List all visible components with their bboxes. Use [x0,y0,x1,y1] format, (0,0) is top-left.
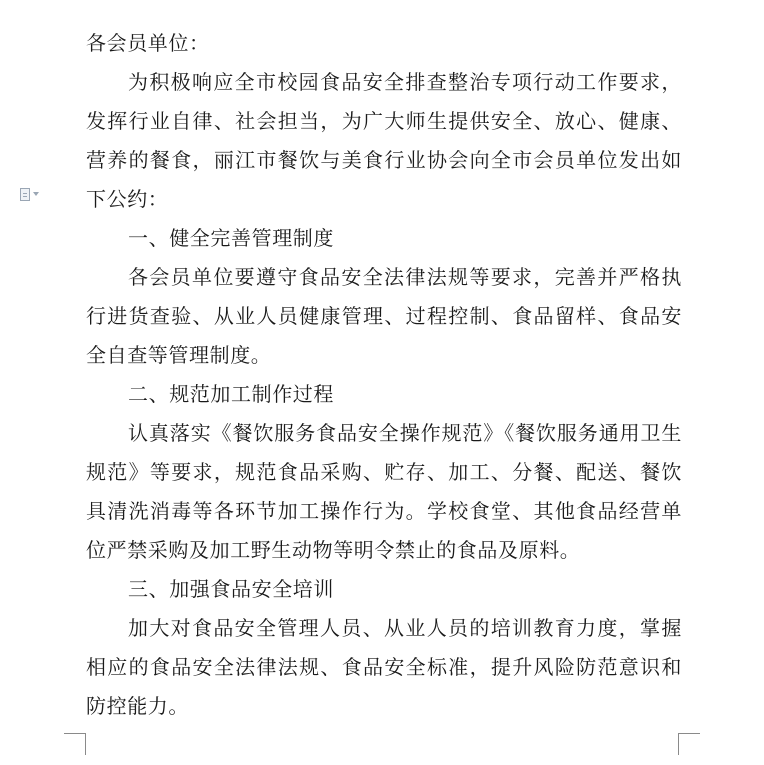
document-body [86,24,682,726]
chevron-down-icon [33,192,39,196]
section-body-3: 加大对食品安全管理人员、从业人员的培训教育力度，掌握相应的食品安全法律法规、食品安全标准，提升风险防范意识和防控能力。 [86,616,682,718]
document-sheet-icon [20,188,30,201]
section-heading-3: 三、加强食品安全培训 [128,577,334,601]
section-body-2: 认真落实《餐饮服务食品安全操作规范》《餐饮服务通用卫生规范》等要求，规范食品采购、贮存、加工、分餐、配送、餐饮具清洗消毒等各环节加工操作行为。学校食堂、其他食品经营单位严禁采购及加工野生动物等明令禁止的食品及原料。 [86,421,682,562]
section-body-1: 各会员单位要遵守食品安全法律法规等要求，完善并严格执行进货查验、从业人员健康管理、过程控制、食品留样、食品安全自查等管理制度。 [86,265,682,367]
document-options-icon[interactable] [20,186,46,202]
page-corner-mark-right [678,733,700,755]
salutation: 各会员单位： [86,31,210,55]
section-heading-1: 一、健全完善管理制度 [128,226,334,250]
intro-paragraph: 为积极响应全市校园食品安全排查整治专项行动工作要求，发挥行业自律、社会担当，为广大师生提供安全、放心、健康、营养的餐食，丽江市餐饮与美食行业协会向全市会员单位发出如下公约： [86,70,682,211]
section-heading-2: 二、规范加工制作过程 [128,382,334,406]
page-corner-mark-left [64,733,86,755]
